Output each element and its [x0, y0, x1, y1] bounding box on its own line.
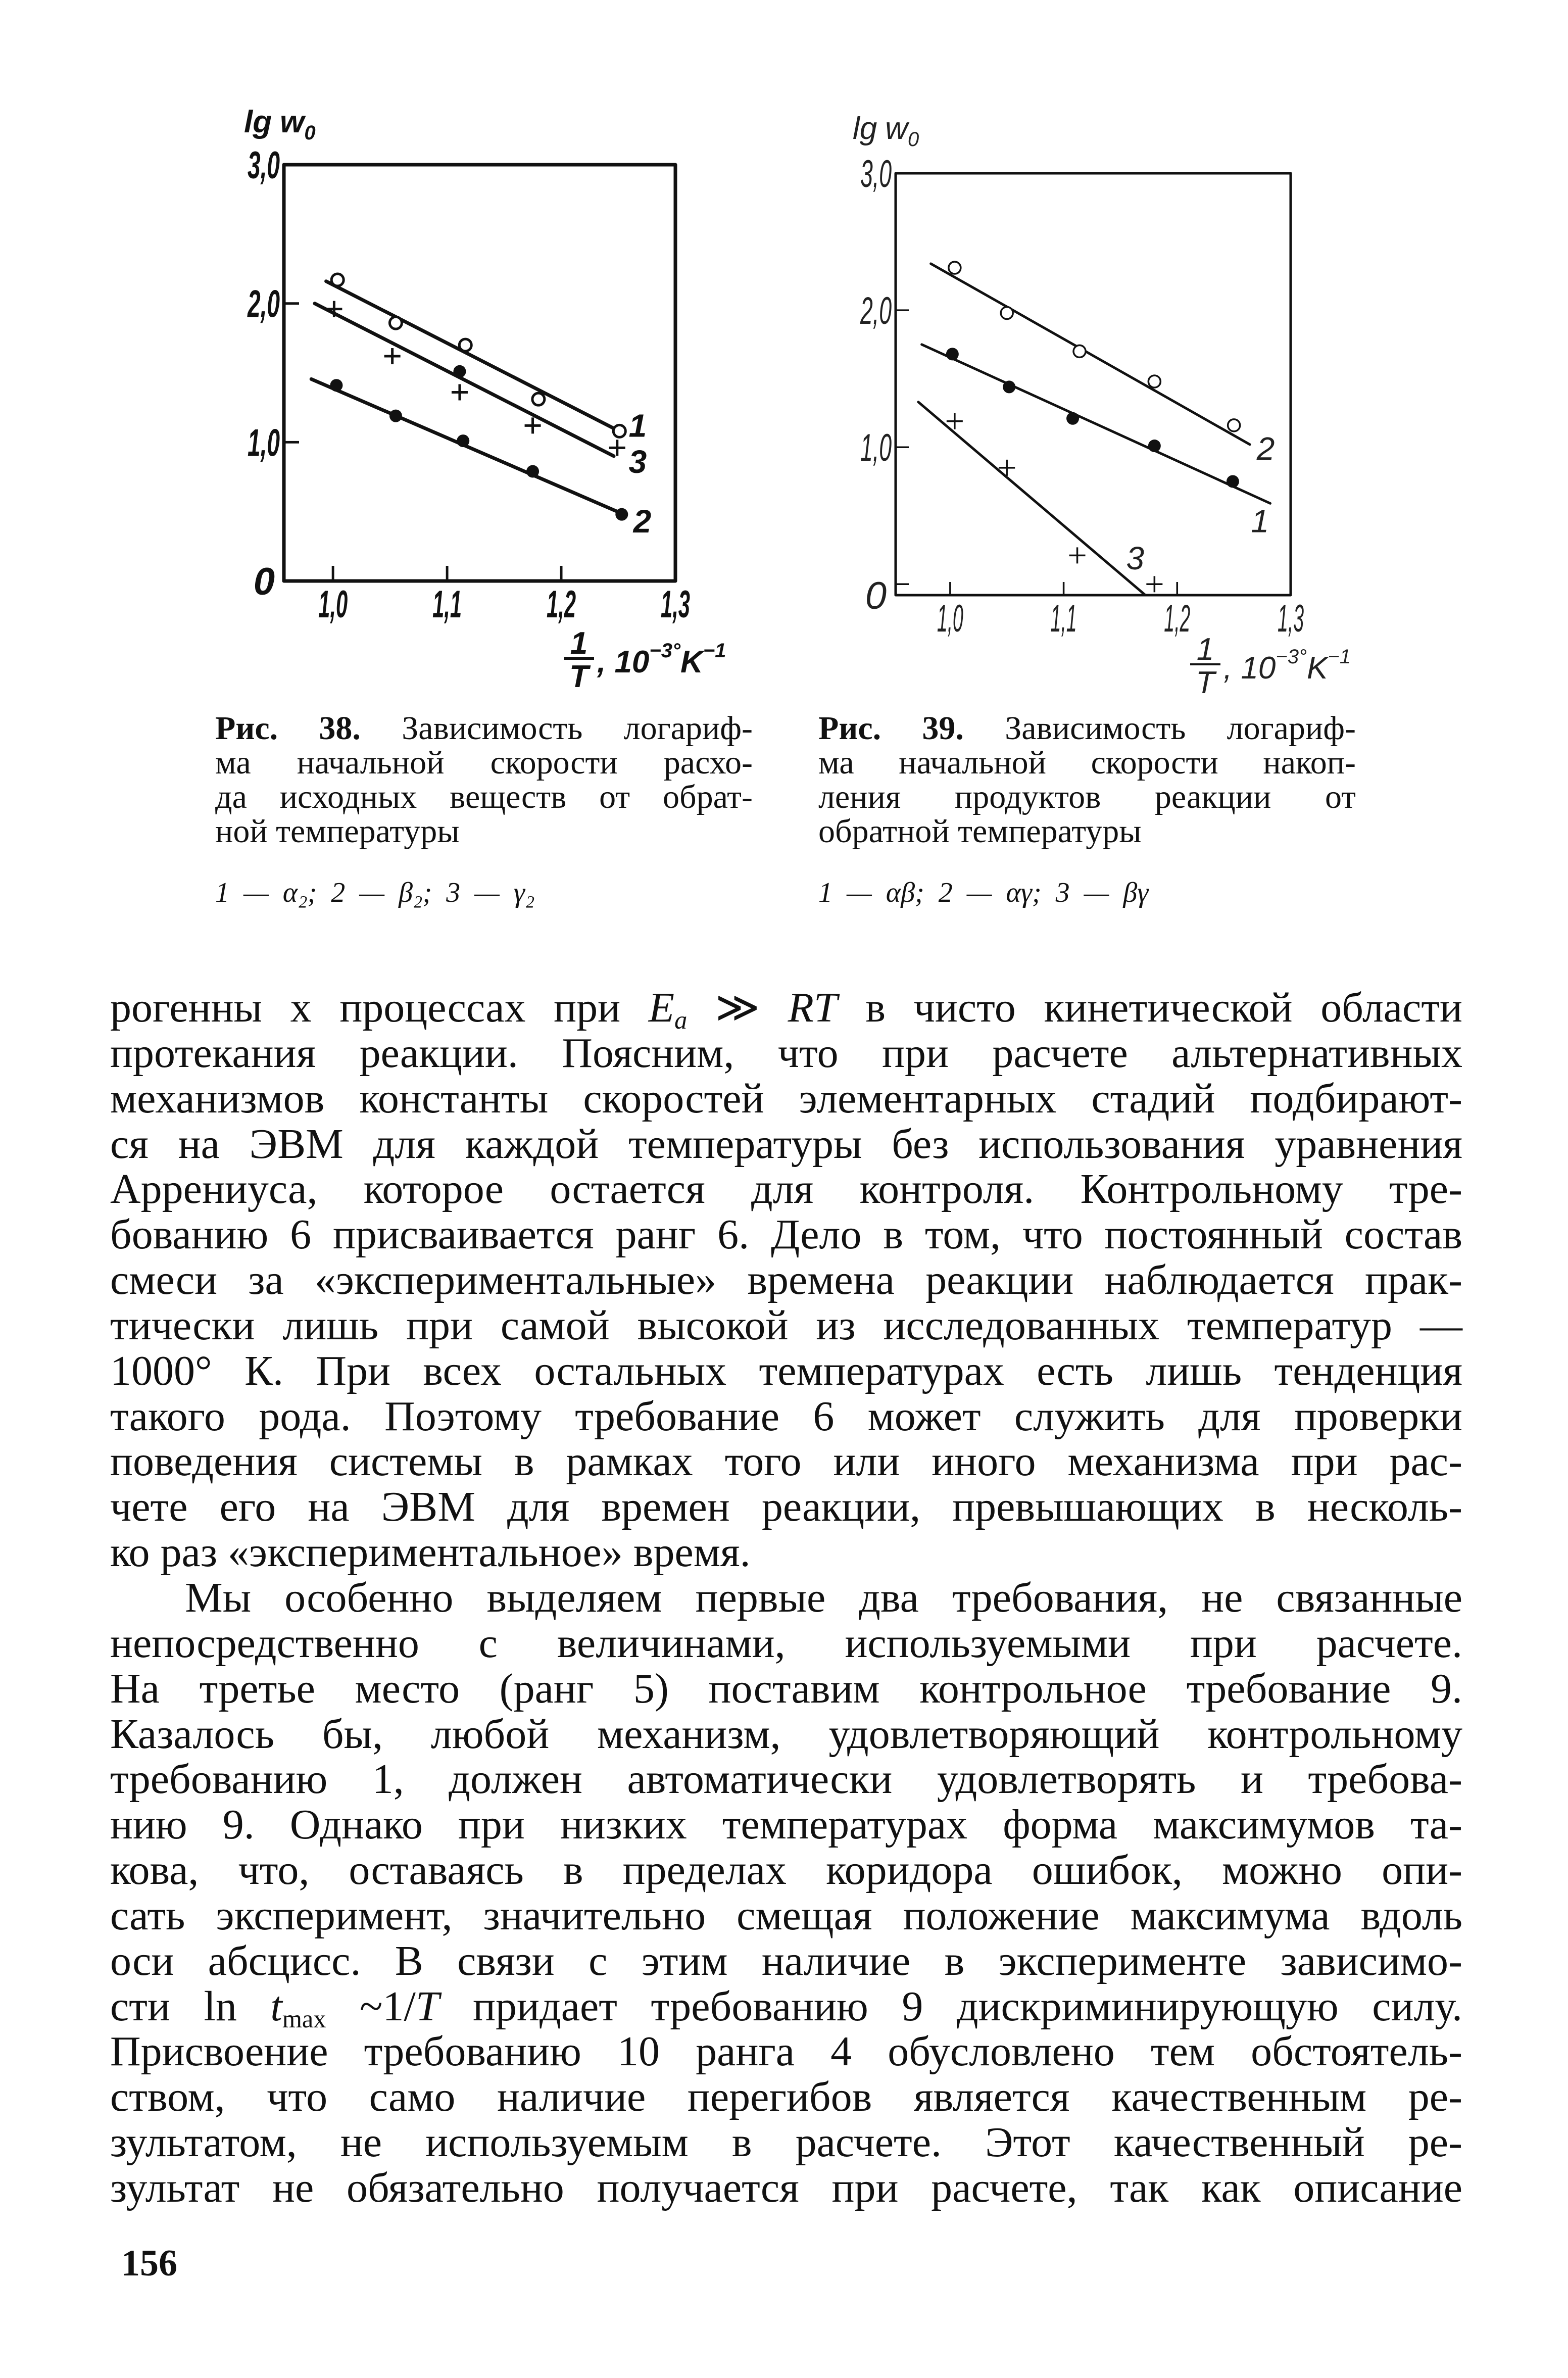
text-span: сти ln: [110, 1982, 271, 2030]
y-tick-label: 2,0: [247, 282, 280, 326]
series-1: [326, 274, 647, 444]
cross-marker: [1069, 547, 1086, 563]
figure-38-caption: [215, 710, 753, 908]
series-2: [931, 262, 1275, 467]
series-1: [922, 345, 1270, 540]
math-italic: E: [648, 984, 675, 1031]
math-sub-italic: a: [674, 1006, 688, 1035]
text-line: требованию 1, должен автоматически удовлетворять и требова-: [110, 1756, 1462, 1803]
text-line: Казалось бы, любой механизм, удовлетворяющий контрольному: [110, 1710, 1462, 1758]
x-axis-title: [564, 626, 726, 694]
x-title-denominator: T: [1196, 665, 1215, 700]
curve-label: 2: [633, 503, 652, 540]
open-circle-marker: [331, 274, 344, 286]
caption-text: ма начальной скорости накоп-: [818, 744, 1356, 781]
text-line: Присвоение требованию 10 ранга 4 обусловлено тем обстоятель-: [110, 2028, 1462, 2075]
open-circle-marker: [949, 262, 961, 274]
text-line: сать эксперимент, значительно смещая положение максимума вдоль: [110, 1891, 1462, 1939]
text-line: Аррениуса, которое остается для контроля. Контрольному тре-: [110, 1166, 1462, 1213]
text-line: чете его на ЭВМ для времен реакции, превышающих в несколь-: [110, 1483, 1462, 1531]
text-line: зультат не обязательно получается при расчете, так как описание: [110, 2164, 1462, 2211]
y-tick-label: 0: [253, 560, 275, 603]
x-axis-title: [1190, 632, 1351, 700]
curve-label: 2: [1256, 430, 1275, 467]
open-circle-marker: [532, 393, 545, 405]
text-line: непосредственно с величинами, используемыми при расчете.: [110, 1619, 1462, 1667]
text-span: ~1/: [326, 1982, 416, 2030]
text-line: механизмов константы скоростей элементарных стадий подбирают-: [110, 1075, 1462, 1122]
filled-circle-marker: [389, 410, 402, 422]
curve-label: 3: [628, 443, 647, 480]
x-title-numerator: 1: [570, 626, 588, 661]
filled-circle-marker: [1003, 380, 1015, 393]
text-span: рогенны х процессах при: [110, 984, 649, 1031]
text-span: в чисто кинетической области: [837, 984, 1462, 1031]
figure-39-caption: [818, 710, 1356, 908]
paragraph: [110, 985, 1462, 1575]
text-line: бованию 6 присваивается ранг 6. Дело в том, что постоянный состав: [110, 1211, 1462, 1258]
caption-text: Зависимость логариф-: [1005, 710, 1356, 747]
filled-circle-marker: [457, 434, 469, 447]
y-tick-label: 1,0: [860, 426, 892, 470]
text-line: протекания реакции. Поясним, что при расчете альтернативных: [110, 1029, 1462, 1077]
plot-area: [247, 144, 690, 626]
filled-circle-marker: [526, 465, 539, 478]
figure-39-legend: 1 — αβ; 2 — αγ; 3 — βγ: [818, 877, 1149, 908]
series-2: [311, 379, 651, 540]
x-tick-label: 1,1: [432, 583, 462, 626]
text-line: оси абсцисс. В связи с этим наличие в эксперименте зависимо-: [110, 1937, 1462, 1984]
filled-circle-marker: [330, 379, 342, 392]
fit-line: [315, 304, 614, 456]
text-line: тически лишь при самой высокой из исследованных температур —: [110, 1301, 1462, 1349]
figure-39-chart: [828, 101, 1374, 707]
y-axis-title: $\lg w_0$: [244, 105, 316, 144]
cross-marker: [1146, 576, 1162, 592]
y-tick-label: 1,0: [248, 421, 280, 465]
x-title-units: , $10^{-3^\circ}K^{-1}$: [1223, 646, 1351, 686]
plot-frame: [284, 165, 675, 581]
filled-circle-marker: [1148, 440, 1161, 452]
filled-circle-marker: [946, 348, 959, 360]
open-circle-marker: [613, 425, 625, 437]
text-line: [110, 1982, 1462, 2033]
figure-number: Рис. 39.: [818, 710, 964, 747]
text-line: такого рода. Поэтому требование 6 может служить для проверки: [110, 1392, 1462, 1440]
filled-circle-marker: [453, 365, 466, 378]
caption-text: ма начальной скорости расхо-: [215, 744, 753, 781]
math-italic: RT: [788, 984, 838, 1031]
text-line: смеси за «экспериментальные» времена реакции наблюдается прак-: [110, 1256, 1462, 1304]
curve-label: 1: [1251, 503, 1269, 540]
text-span: придает требованию 9 дискриминирующую силу.: [439, 1982, 1462, 2030]
x-tick-label: 1,0: [937, 597, 963, 640]
curve-label: 3: [1126, 540, 1144, 576]
fit-line: [922, 345, 1270, 503]
caption-text: ления продуктов реакции от: [818, 779, 1356, 815]
open-circle-marker: [1148, 375, 1160, 387]
text-line: зультатом, не используемым в расчете. Этот качественный ре-: [110, 2119, 1462, 2166]
caption-text-block: [818, 711, 1356, 849]
x-tick-label: 1,1: [1050, 597, 1077, 640]
caption-text: ной температуры: [215, 813, 460, 850]
open-circle-marker: [389, 317, 402, 329]
open-circle-marker: [1073, 345, 1086, 357]
caption-line: [215, 746, 753, 780]
cross-marker: [384, 348, 401, 364]
x-tick-label: 1,0: [318, 583, 348, 626]
x-tick-label: 1,3: [1278, 597, 1304, 640]
x-title-numerator: 1: [1196, 632, 1214, 667]
fit-line: [931, 264, 1250, 445]
text-line: Мы особенно выделяем первые два требования, не связанные: [185, 1574, 1462, 1621]
figure-38-chart: [222, 91, 758, 707]
y-tick-label: 0: [865, 574, 887, 617]
x-tick-label: 1,3: [661, 583, 690, 626]
page-number: 156: [121, 2243, 177, 2284]
x-tick-label: 1,2: [1164, 597, 1191, 640]
caption-text: обратной температуры: [818, 813, 1142, 850]
caption-line: [818, 711, 1356, 746]
text-line: ством, что само наличие перегибов является качественным ре-: [110, 2073, 1462, 2121]
text-line: [110, 984, 1462, 1035]
x-title-units: , $10^{-3^\circ}K^{-1}$: [597, 640, 726, 680]
filled-circle-marker: [615, 508, 628, 521]
plot-area: [860, 153, 1304, 640]
y-tick-label: 3,0: [248, 144, 280, 187]
caption-line: [818, 780, 1356, 814]
caption-line: [818, 746, 1356, 780]
text-line: ко раз «экспериментальное» время.: [110, 1529, 751, 1576]
x-tick-label: 1,2: [547, 583, 576, 626]
caption-text: Зависимость логариф-: [402, 710, 753, 747]
math-sub: max: [282, 2004, 326, 2033]
caption-line: [215, 814, 753, 849]
curve-label: 1: [628, 407, 647, 444]
math-italic: t: [270, 1982, 282, 2030]
x-title-denominator: T: [569, 659, 589, 694]
paragraph: [110, 1575, 1462, 2211]
figure-number: Рис. 38.: [215, 710, 361, 747]
y-axis-title: $\lg w_0$: [853, 111, 919, 151]
figure-38-legend: 1 — α₂; 2 — β₂; 3 — γ₂: [215, 877, 535, 908]
caption-line: [818, 814, 1356, 849]
text-line: кова, что, оставаясь в пределах коридора ошибок, можно опи-: [110, 1847, 1462, 1894]
fit-line: [326, 281, 614, 428]
caption-line: [215, 780, 753, 814]
series-3: [918, 402, 1162, 595]
caption-text-block: [215, 711, 753, 849]
open-circle-marker: [1001, 307, 1013, 319]
text-line: На третье место (ранг 5) поставим контрольное требование 9.: [110, 1665, 1462, 1712]
filled-circle-marker: [1066, 412, 1079, 425]
caption-text: да исходных веществ от обрат-: [215, 779, 753, 815]
text-line: поведения системы в рамках того или иного механизма при рас-: [110, 1438, 1462, 1485]
plot-frame: [896, 173, 1291, 595]
text-line: ся на ЭВМ для каждой температуры без использования уравнения: [110, 1120, 1462, 1168]
cross-marker: [452, 384, 468, 400]
cross-marker: [525, 417, 541, 433]
open-circle-marker: [459, 339, 471, 351]
math-italic: T: [415, 1982, 439, 2030]
caption-line: [215, 711, 753, 746]
body-text: [110, 985, 1462, 2211]
text-span: ≫: [687, 984, 788, 1031]
text-line: 1000° К. При всех остальных температурах есть лишь тенденция: [110, 1347, 1462, 1394]
open-circle-marker: [1228, 419, 1240, 431]
y-tick-label: 2,0: [860, 289, 892, 333]
text-line: нию 9. Однако при низких температурах форма максимумов та-: [110, 1801, 1462, 1849]
filled-circle-marker: [1227, 475, 1239, 488]
y-tick-label: 3,0: [860, 153, 892, 196]
